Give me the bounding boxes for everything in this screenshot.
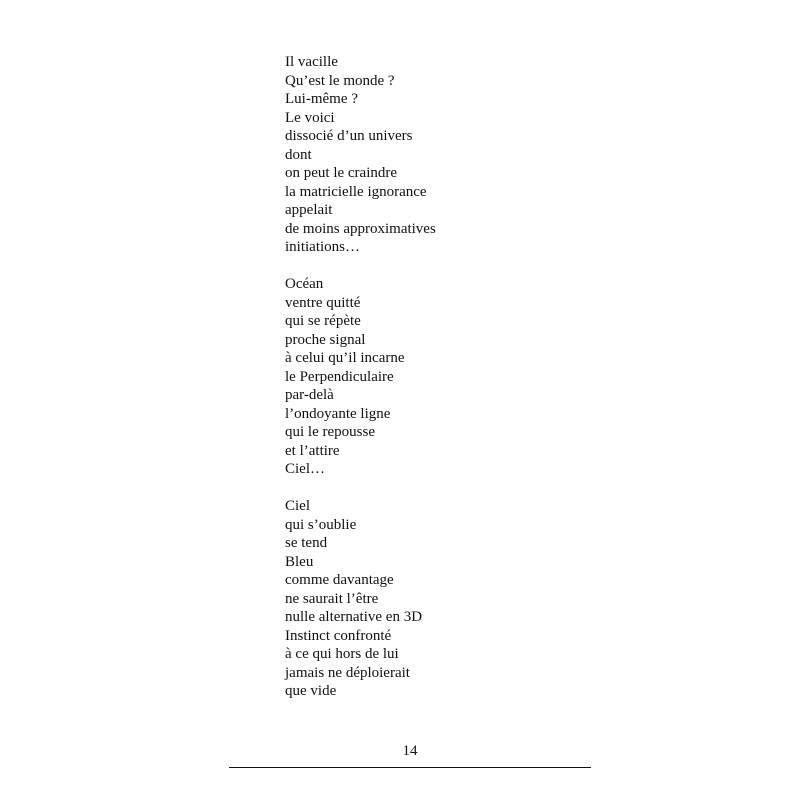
poem-line: jamais ne déploierait xyxy=(285,664,410,681)
poem-line: et l’attire xyxy=(285,442,340,459)
poem-line: Instinct confronté xyxy=(285,627,392,644)
poem-line: nulle alternative en 3D xyxy=(285,609,423,625)
poem-line: Ciel… xyxy=(285,461,325,477)
poem-line: le Perpendiculaire xyxy=(285,368,394,385)
stanza-1 xyxy=(285,53,605,257)
poem-line: à celui qu’il incarne xyxy=(285,350,405,366)
poem-line: ventre quitté xyxy=(285,294,361,311)
poem-line: la matricielle ignorance xyxy=(285,183,427,200)
stanza-3 xyxy=(285,497,605,701)
footer-rule xyxy=(229,767,591,768)
poem-line: que vide xyxy=(285,683,337,699)
poem-line: Qu’est le monde ? xyxy=(285,72,395,89)
poem-line: Ciel xyxy=(285,498,310,514)
poem-line: Lui-même ? xyxy=(285,91,358,107)
poem-line: Le voici xyxy=(285,109,335,126)
poem-line: Bleu xyxy=(285,553,314,570)
poem-line: on peut le craindre xyxy=(285,165,398,181)
poem-line: qui le repousse xyxy=(285,424,375,440)
poem-line: Il vacille xyxy=(285,54,338,70)
poem-line: dont xyxy=(285,146,312,163)
poem-line: par-delà xyxy=(285,387,334,403)
poem-line: ne saurait l’être xyxy=(285,590,379,607)
poem-body xyxy=(285,53,605,719)
poem-line: dissocié d’un univers xyxy=(285,128,413,144)
poem-line: Océan xyxy=(285,276,324,292)
poem-line: se tend xyxy=(285,535,328,551)
page-number: 14 xyxy=(402,743,418,759)
poem-line: comme davantage xyxy=(285,572,394,588)
poem-line: qui s’oublie xyxy=(285,516,357,533)
poem-line: qui se répète xyxy=(285,313,361,329)
poem-line: l’ondoyante ligne xyxy=(285,405,391,422)
poem-line: à ce qui hors de lui xyxy=(285,646,399,662)
poem-line: initiations… xyxy=(285,239,360,255)
poem-line: appelait xyxy=(285,202,333,218)
poem-line: de moins approximatives xyxy=(285,220,436,237)
poem-line: proche signal xyxy=(285,331,366,348)
stanza-2 xyxy=(285,275,605,479)
